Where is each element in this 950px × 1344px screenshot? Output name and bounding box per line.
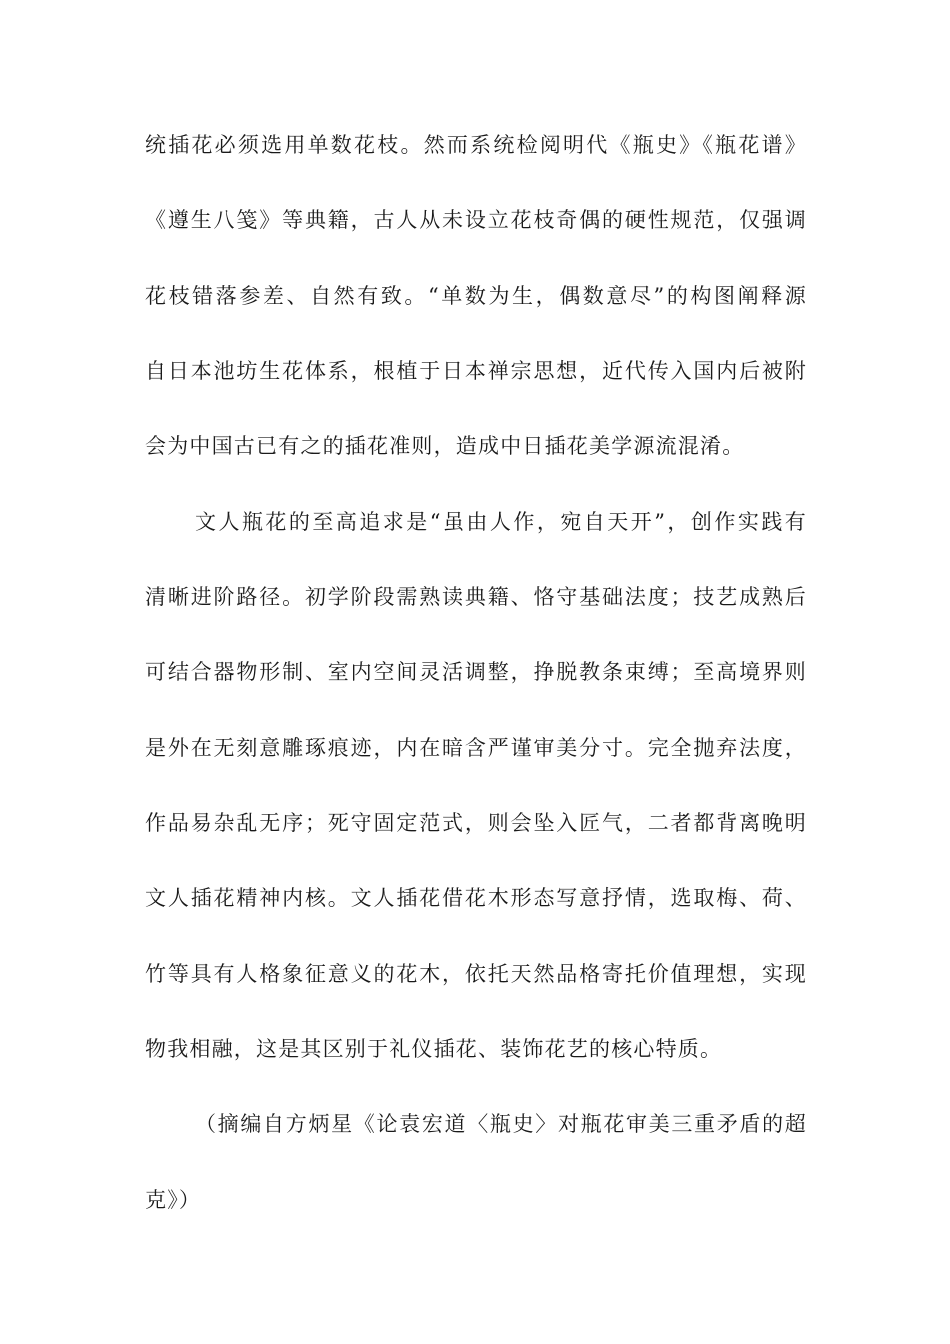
- text-line: 会为中国古已有之的插花准则，造成中日插花美学源流混淆。: [145, 434, 745, 458]
- text-line: 竹等具有人格象征意义的花木，依托天然品格寄托价值理想，实现: [145, 962, 807, 986]
- citation-line: 克》）: [145, 1188, 202, 1212]
- text-line: 统插花必须选用单数花枝。然而系统检阅明代《瓶史》《瓶花谱》: [145, 133, 807, 157]
- text-line: 物我相融，这是其区别于礼仪插花、装饰花艺的核心特质。: [145, 1037, 723, 1061]
- text-line: 作品易杂乱无序；死守固定范式，则会坠入匠气，二者都背离晚明: [145, 811, 807, 835]
- text-line: 花枝错落参差、自然有致。“单数为生，偶数意尽”的构图阐释源: [145, 284, 807, 308]
- text-line: 可结合器物形制、室内空间灵活调整，挣脱教条束缚；至高境界则: [145, 660, 807, 684]
- citation-line: （摘编自方炳星《论袁宏道〈瓶史〉对瓶花审美三重矛盾的超: [195, 1112, 807, 1136]
- text-line: 《遵生八笺》等典籍，古人从未设立花枝奇偶的硬性规范，仅强调: [145, 208, 807, 232]
- text-line: 是外在无刻意雕琢痕迹，内在暗含严谨审美分寸。完全抛弃法度，: [145, 736, 807, 760]
- text-line: 文人插花精神内核。文人插花借花木形态写意抒情，选取梅、荷、: [145, 886, 807, 910]
- text-line: 文人瓶花的至高追求是“虽由人作，宛自天开”，创作实践有: [195, 510, 807, 534]
- text-line: 自日本池坊生花体系，根植于日本禅宗思想，近代传入国内后被附: [145, 359, 807, 383]
- text-line: 清晰进阶路径。初学阶段需熟读典籍、恪守基础法度；技艺成熟后: [145, 585, 807, 609]
